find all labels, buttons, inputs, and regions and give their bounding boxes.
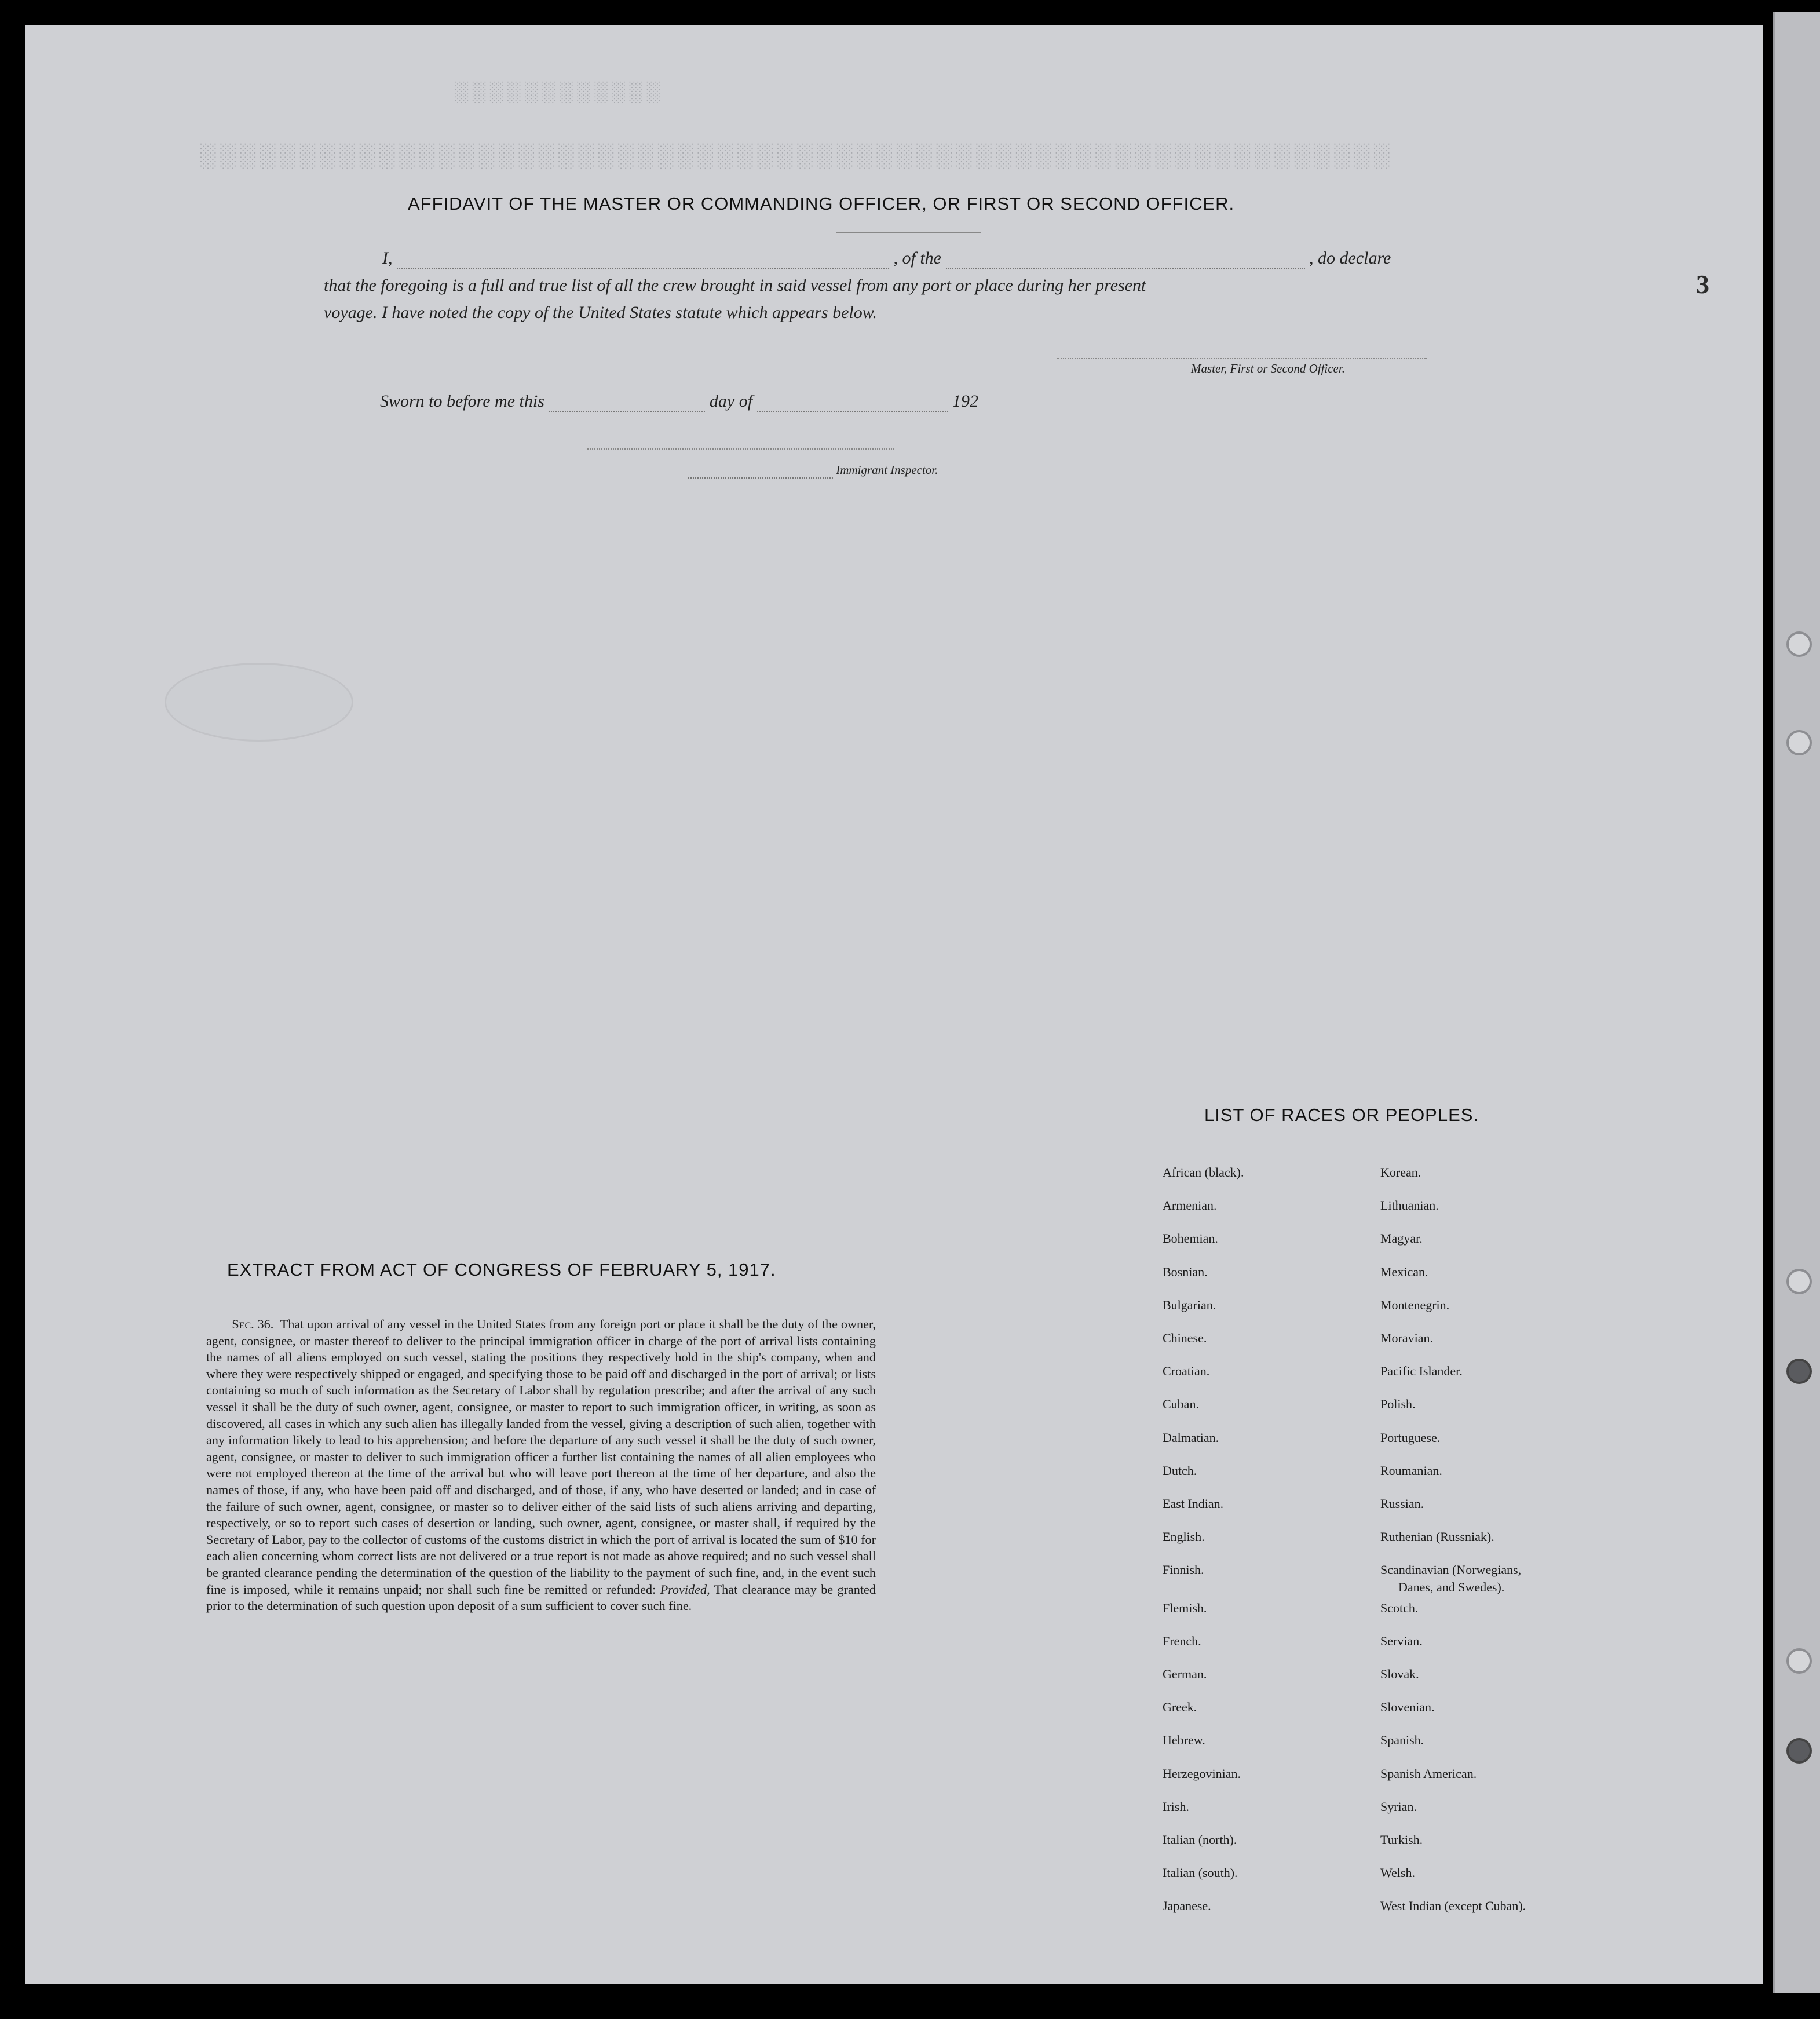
race-item: Dutch. (1163, 1463, 1197, 1478)
bleed-through-decoration: ░░░░░░░░░░░░ (454, 81, 664, 103)
race-continuation: Danes, and Swedes). (1398, 1580, 1505, 1594)
race-item: Herzegovinian. (1163, 1766, 1241, 1781)
binder-hole (1786, 631, 1812, 657)
race-item: West Indian (except Cuban). (1380, 1898, 1526, 1913)
race-item: Japanese. (1163, 1898, 1211, 1913)
race-item: Chinese. (1163, 1331, 1207, 1345)
sworn-line (380, 392, 978, 412)
extract-text-part1: That upon arrival of any vessel in the United States from any foreign port or place it shall be the duty of the owner, agent, consignee, or master thereof to deliver to the principal immigration officer in charge of the port of arrival lists containing the names of all aliens employed on such vessel, stating the positions they respectively hold in the ship's company, when and where they were respectively shipped or engaged, and specifying those to be paid off and discharged in the port of arrival; or lists containing so much of such information as the Secretary of Labor shall by regulation prescribe; and after the arrival of any such vessel it shall be the duty of such owner, agent, consignee, or master to report to such immigration officer, in writing, as soon as discovered, all cases in which any such alien has illegally landed from the vessel, giving a description of such alien, together with any information likely to lead to his apprehension; and before the departure of any such vessel it shall be the duty of such owner, agent, consignee, or master to deliver to such immigration officer a further list containing the names of all alien employees who were not employed thereon at the time of the arrival but who will leave port thereon at the time of her departure, and also the names of those, if any, who have been paid off and discharged, and of those, if any, who have deserted or landed; and in case of the failure of such owner, agent, consignee, or master so to deliver either of the said lists of such aliens arriving and departing, respectively, or so to report such cases of desertion or landing, such owner, agent, consignee, or master shall, if required by the Secretary of Labor, pay to the collector of customs of the customs district in which the port of arrival is located the sum of $10 for each alien concerning whom correct lists are not delivered or a true report is not made as above required; and no such vessel shall be granted clearance pending the determination of the question of the liability to the payment of such fine, and, in the event such fine is imposed, while it remains unpaid; nor shall such fine be remitted or refunded: (206, 1317, 876, 1597)
race-item: Spanish American. (1380, 1766, 1477, 1781)
provided-word: Provided, (660, 1582, 710, 1597)
races-title: LIST OF RACES OR PEOPLES. (1204, 1105, 1479, 1125)
extract-text-part2: That clearance may be granted prior to the determination of such question upon deposit of a sum sufficient to cover such fine. (206, 1582, 876, 1613)
race-item: Italian (north). (1163, 1832, 1237, 1847)
race-item: Irish. (1163, 1799, 1189, 1814)
race-item: French. (1163, 1634, 1201, 1648)
race-item: Slovak. (1380, 1667, 1419, 1681)
race-item: Magyar. (1380, 1231, 1423, 1246)
affidavit-declare: , do declare (1309, 249, 1391, 268)
master-signature-caption: Master, First or Second Officer. (1191, 362, 1345, 375)
race-item: Korean. (1380, 1165, 1421, 1180)
race-item: Hebrew. (1163, 1733, 1205, 1747)
race-item: Russian. (1380, 1496, 1424, 1511)
document-sheet (25, 25, 1763, 1984)
affidavit-line-3: voyage. I have noted the copy of the United States statute which appears below. (324, 303, 878, 322)
faded-stamp (165, 663, 353, 742)
affidavit-title: AFFIDAVIT OF THE MASTER OR COMMANDING OFFICER, OR FIRST OR SECOND OFFICER. (408, 193, 1235, 214)
race-item: German. (1163, 1667, 1207, 1681)
officer-name-field[interactable] (397, 249, 889, 269)
title-divider (836, 232, 981, 233)
race-item: Lithuanian. (1380, 1198, 1439, 1213)
inspector-caption (688, 463, 938, 479)
race-item: Bosnian. (1163, 1265, 1208, 1279)
affidavit-of-the: , of the (893, 249, 941, 268)
race-item: Mexican. (1380, 1265, 1428, 1279)
race-item: Bulgarian. (1163, 1298, 1216, 1312)
race-item: Welsh. (1380, 1865, 1415, 1880)
race-item: African (black). (1163, 1165, 1244, 1180)
race-item: Italian (south). (1163, 1865, 1238, 1880)
race-item: Scotch. (1380, 1601, 1419, 1615)
sworn-prefix: Sworn to before me this (380, 392, 544, 411)
race-item: Servian. (1380, 1634, 1423, 1648)
race-item: Dalmatian. (1163, 1430, 1219, 1445)
race-item: Pacific Islander. (1380, 1364, 1463, 1378)
race-item: Flemish. (1163, 1601, 1207, 1615)
inspector-name-field[interactable] (688, 463, 833, 479)
year-prefix: 192 (952, 392, 979, 411)
race-item: Portuguese. (1380, 1430, 1441, 1445)
race-item: Ruthenian (Russniak). (1380, 1529, 1494, 1544)
race-item: Montenegrin. (1380, 1298, 1450, 1312)
race-item: Spanish. (1380, 1733, 1424, 1747)
binder-hole (1786, 1269, 1812, 1294)
race-item: Finnish. (1163, 1562, 1204, 1577)
extract-title: EXTRACT FROM ACT OF CONGRESS OF FEBRUARY 5, 1917. (227, 1259, 776, 1280)
binder-hole (1786, 1648, 1812, 1674)
race-item: Slovenian. (1380, 1700, 1435, 1714)
race-item: Turkish. (1380, 1832, 1423, 1847)
inspector-caption-text: Immigrant Inspector. (836, 463, 938, 477)
binder-hole (1786, 1738, 1812, 1764)
sworn-day-field[interactable] (549, 392, 705, 412)
vessel-name-field[interactable] (946, 249, 1305, 269)
page-margin-mark: 3 (1696, 269, 1709, 299)
race-item: Bohemian. (1163, 1231, 1218, 1246)
master-signature-line[interactable] (1057, 358, 1427, 359)
bleed-through-decoration: ░░░░░░░░░░░░░░░░░░░░░░░░░░░░░░░░░░░░░░░░░░░░░░░░░░░░░░░░░░░░ (199, 142, 1393, 168)
race-item: Cuban. (1163, 1397, 1199, 1411)
binder-hole (1786, 1359, 1812, 1384)
affidavit-i: I, (382, 249, 393, 268)
extract-body (206, 1316, 876, 1615)
race-item: East Indian. (1163, 1496, 1224, 1511)
inspector-signature-line[interactable] (587, 448, 894, 450)
race-item: Roumanian. (1380, 1463, 1442, 1478)
race-item: Greek. (1163, 1700, 1197, 1714)
section-label: Sec. 36. (232, 1317, 274, 1331)
race-item: English. (1163, 1529, 1205, 1544)
race-item: Croatian. (1163, 1364, 1210, 1378)
day-of-label: day of (709, 392, 753, 411)
affidavit-line-2: that the foregoing is a full and true list of all the crew brought in said vessel from any port or place during her present (324, 276, 1146, 295)
binder-hole (1786, 730, 1812, 755)
race-item: Moravian. (1380, 1331, 1434, 1345)
race-item: Polish. (1380, 1397, 1416, 1411)
sworn-month-field[interactable] (757, 392, 948, 412)
sheet-edge-strip (1773, 12, 1820, 1993)
affidavit-line-1 (382, 249, 1391, 269)
race-item: Syrian. (1380, 1799, 1417, 1814)
race-item: Armenian. (1163, 1198, 1217, 1213)
race-item: Scandinavian (Norwegians, (1380, 1562, 1522, 1577)
